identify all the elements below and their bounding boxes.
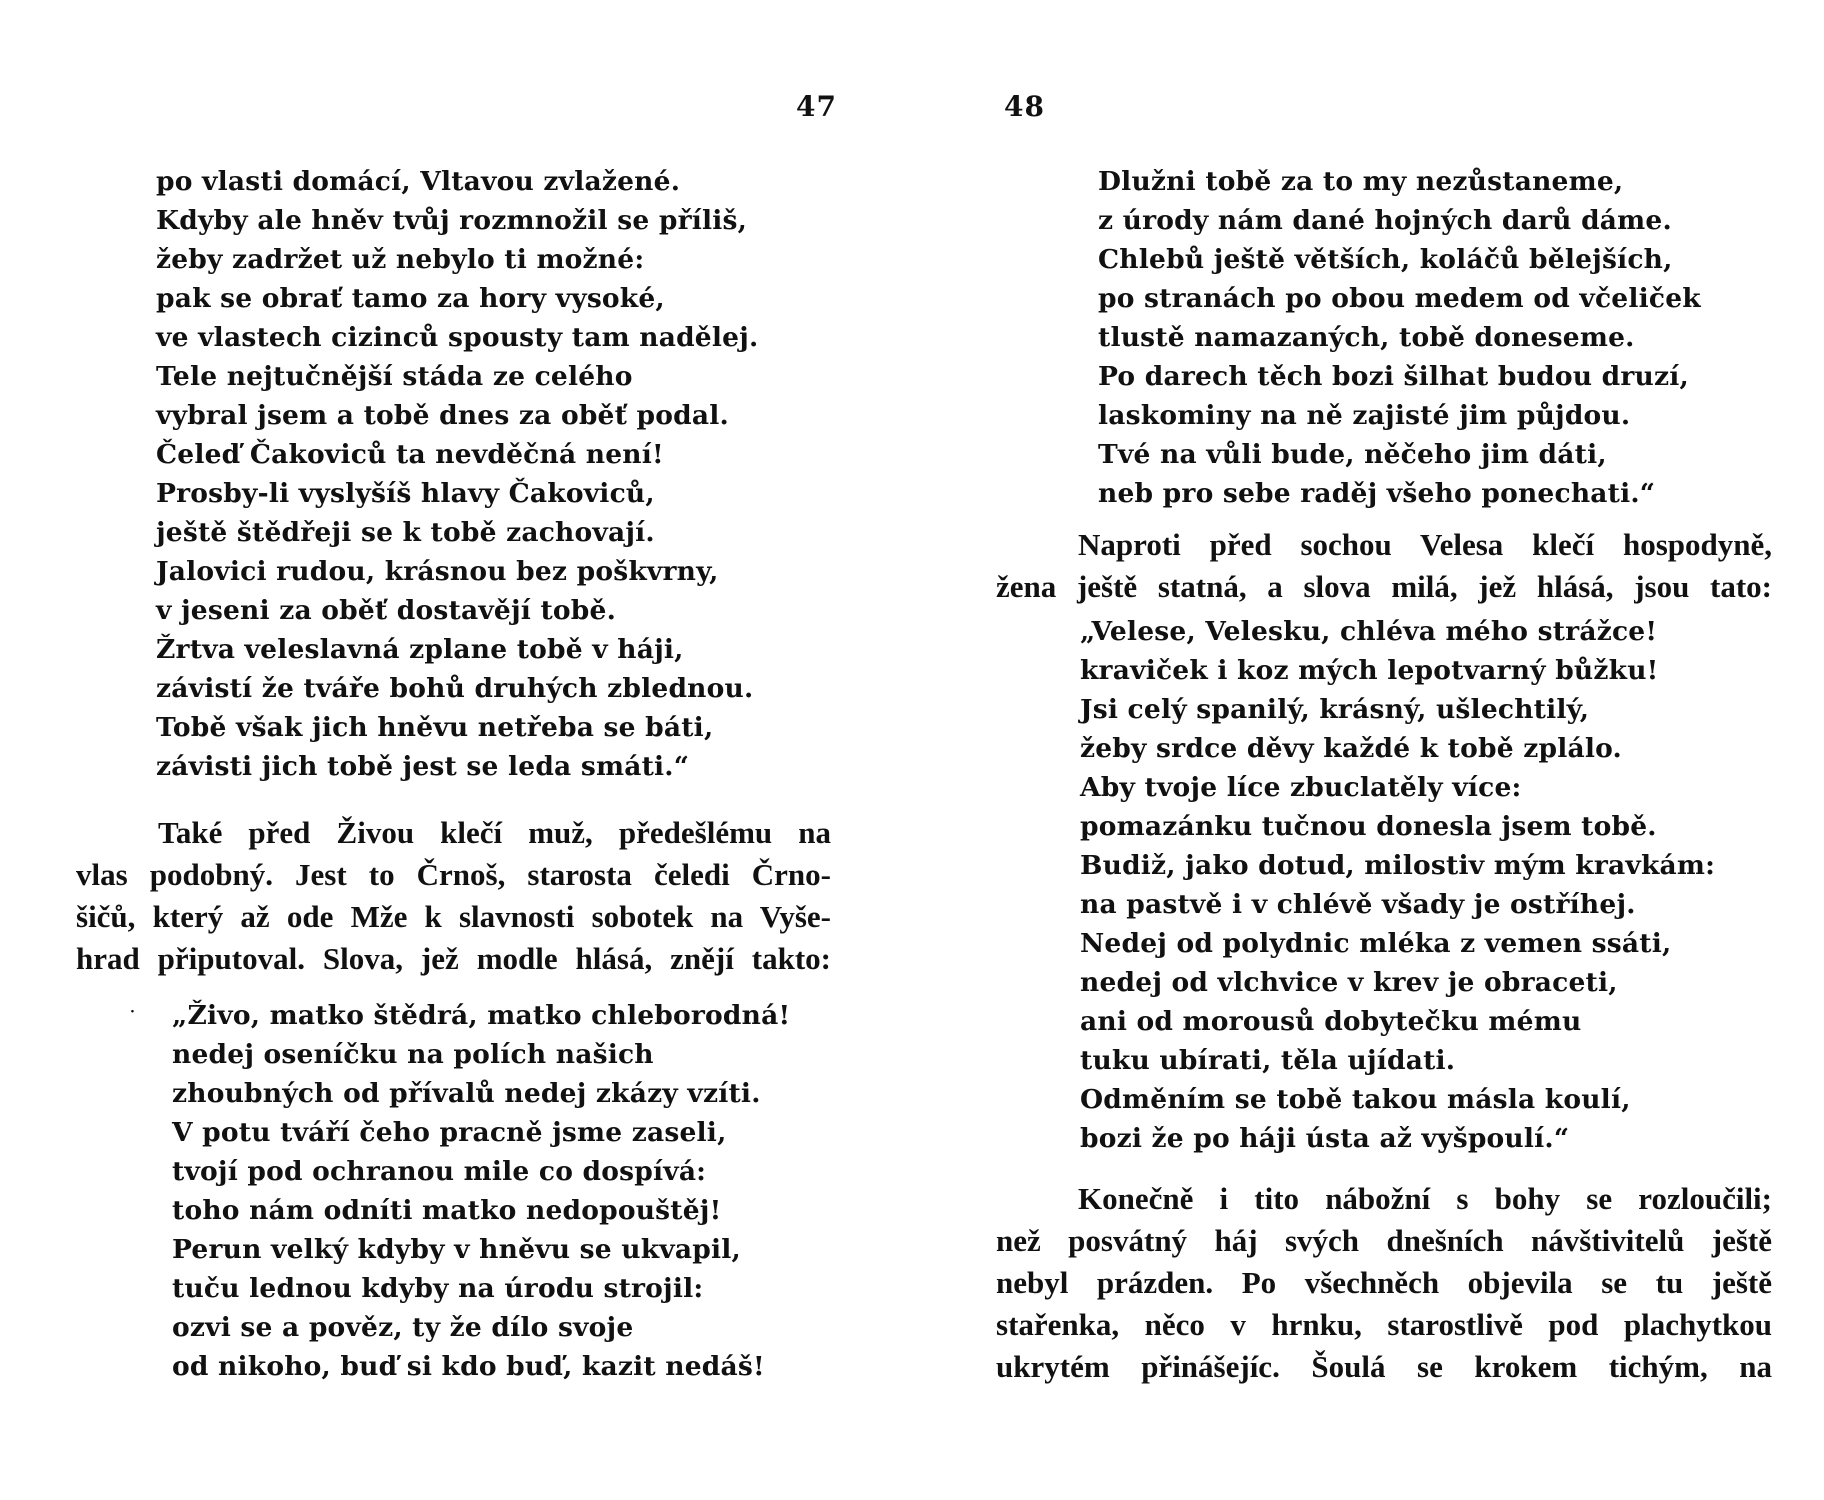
- prose-line: žena ještě statná, a slova milá, jež hlásá, jsou tato:: [996, 569, 1772, 604]
- verse-line: kraviček i koz mých lepotvarný bůžku!: [1080, 655, 1659, 686]
- verse-line: pomazánku tučnou donesla jsem tobě.: [1080, 811, 1657, 842]
- prose-line: než posvátný háj svých dnešních návštivitelů ještě: [996, 1223, 1772, 1258]
- verse-line: Tvé na vůli bude, něčeho jim dáti,: [1098, 439, 1607, 470]
- verse-line: Odměním se tobě takou másla koulí,: [1080, 1084, 1631, 1115]
- verse-line: ve vlastech cizinců spousty tam nadělej.: [156, 322, 759, 353]
- verse-line: laskominy na ně zajisté jim půjdou.: [1098, 400, 1631, 431]
- prose-paragraph: [996, 524, 1772, 608]
- verse-line: tuču lednou kdyby na úrodu strojil:: [172, 1273, 704, 1304]
- prose-line: vlas podobný. Jest to Črnoš, starosta čeledi Črno-: [76, 857, 831, 892]
- verse-line: Čeleď Čakoviců ta nevděčná není!: [156, 439, 664, 470]
- page-number-left: 47: [796, 90, 837, 123]
- verse-line: tlustě namazaných, tobě doneseme.: [1098, 322, 1635, 353]
- prose-line: hrad připutoval. Slova, jež modle hlásá, znějí takto:: [76, 941, 831, 976]
- verse-line: nedej od vlchvice v krev je obraceti,: [1080, 967, 1618, 998]
- verse-line: Tobě však jich hněvu netřeba se báti,: [156, 712, 714, 743]
- verse-line: závistí že tváře bohů druhých zblednou.: [156, 673, 754, 704]
- verse-line: V potu tváří čeho pracně jsme zaseli,: [172, 1117, 727, 1148]
- prose-line: stařenka, něco v hrnku, starostlivě pod plachytkou: [996, 1307, 1772, 1342]
- prose-line: Naproti před sochou Velesa klečí hospodyně,: [1078, 527, 1772, 562]
- verse-line: toho nám odníti matko nedopouštěj!: [172, 1195, 722, 1226]
- verse-line: Nedej od polydnic mléka z vemen ssáti,: [1080, 928, 1672, 959]
- verse-block: [156, 162, 758, 786]
- page-number-right: 48: [1004, 90, 1045, 123]
- verse-line: Budiž, jako dotud, milostiv mým kravkám:: [1080, 850, 1716, 881]
- verse-line: „Živo, matko štědrá, matko chleborodná!: [172, 1000, 791, 1031]
- verse-line: od nikoho, buď si kdo buď, kazit nedáš!: [172, 1351, 765, 1382]
- verse-block: [1080, 612, 1715, 1158]
- verse-line: Prosby-li vyslyšíš hlavy Čakoviců,: [156, 478, 655, 509]
- prose-line: Také před Živou klečí muž, předešlému na: [158, 815, 831, 850]
- verse-line: Po darech těch bozi šilhat budou druzí,: [1098, 361, 1689, 392]
- verse-line: Chlebů ještě větších, koláčů bělejších,: [1098, 244, 1673, 275]
- verse-line: Žrtva veleslavná zplane tobě v háji,: [156, 634, 684, 665]
- prose-line: ukrytém přinášejíc. Šoulá se krokem tichým, na: [996, 1349, 1772, 1384]
- verse-line: Tele nejtučnější stáda ze celého: [156, 361, 633, 392]
- verse-line: po vlasti domácí, Vltavou zvlažené.: [156, 166, 681, 197]
- verse-line: pak se obrať tamo za hory vysoké,: [156, 283, 665, 314]
- verse-line: tuku ubírati, těla ujídati.: [1080, 1045, 1456, 1076]
- verse-line: na pastvě i v chlévě všady je ostříhej.: [1080, 889, 1636, 920]
- prose-paragraph: [76, 812, 831, 980]
- prose-line: šičů, který až ode Mže k slavnosti sobotek na Vyše-: [76, 899, 831, 934]
- verse-line: žeby zadržet už nebylo ti možné:: [156, 244, 645, 275]
- prose-paragraph: [996, 1178, 1772, 1388]
- verse-line: nedej oseníčku na polích našich: [172, 1039, 654, 1070]
- verse-line: „Velese, Velesku, chléva mého strážce!: [1080, 616, 1658, 647]
- verse-line: závisti jich tobě jest se leda smáti.“: [156, 751, 690, 782]
- prose-line: Konečně i tito nábožní s bohy se rozloučili;: [1078, 1181, 1772, 1216]
- verse-line: v jeseni za oběť dostavějí tobě.: [156, 595, 616, 626]
- verse-line: ozvi se a pověz, ty že dílo svoje: [172, 1312, 634, 1343]
- verse-line: Jalovici rudou, krásnou bez poškvrny,: [156, 556, 719, 587]
- verse-line: Jsi celý spanilý, krásný, ušlechtilý,: [1080, 694, 1590, 725]
- verse-line: tvojí pod ochranou mile co dospívá:: [172, 1156, 707, 1187]
- verse-line: zhoubných od přívalů nedej zkázy vzíti.: [172, 1078, 761, 1109]
- verse-line: Kdyby ale hněv tvůj rozmnožil se příliš,: [156, 205, 748, 236]
- verse-line: po stranách po obou medem od včeliček: [1098, 283, 1701, 314]
- stray-mark: ·: [130, 1004, 135, 1020]
- prose-line: nebyl prázden. Po všechněch objevila se tu ještě: [996, 1265, 1772, 1300]
- verse-block: [172, 996, 790, 1386]
- verse-block: [1098, 162, 1701, 513]
- verse-line: neb pro sebe raděj všeho ponechati.“: [1098, 478, 1656, 509]
- verse-line: Dlužni tobě za to my nezůstaneme,: [1098, 166, 1624, 197]
- verse-line: bozi že po háji ústa až vyšpoulí.“: [1080, 1123, 1570, 1154]
- verse-line: Aby tvoje líce zbuclatěly více:: [1080, 772, 1522, 803]
- verse-line: ještě štědřeji se k tobě zachovají.: [156, 517, 655, 548]
- verse-line: z úrody nám dané hojných darů dáme.: [1098, 205, 1672, 236]
- verse-line: vybral jsem a tobě dnes za oběť podal.: [156, 400, 729, 431]
- verse-line: ani od morousů dobytečku mému: [1080, 1006, 1582, 1037]
- right-page: [912, 0, 1824, 1500]
- verse-line: Perun velký kdyby v hněvu se ukvapil,: [172, 1234, 741, 1265]
- verse-line: žeby srdce děvy každé k tobě zplálo.: [1080, 733, 1622, 764]
